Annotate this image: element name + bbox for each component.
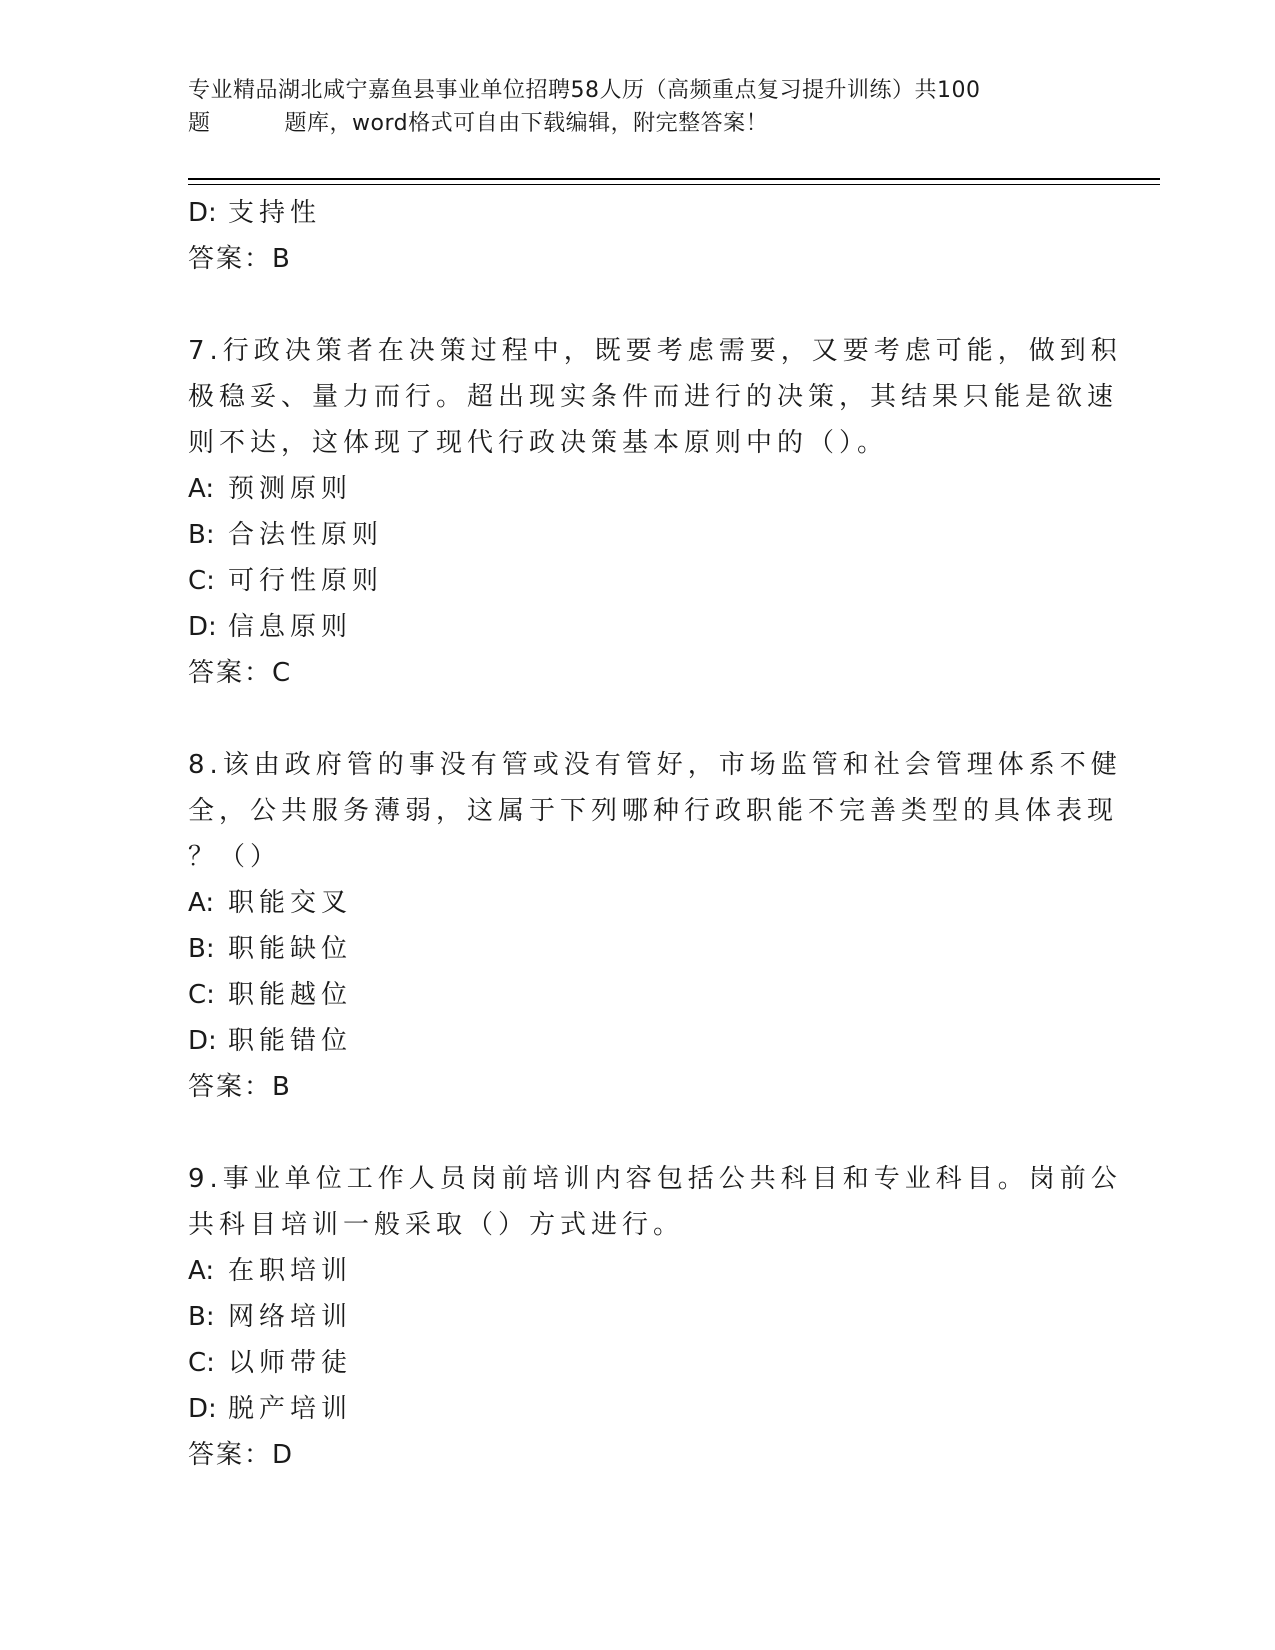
option-a (188, 1248, 1068, 1294)
option-letter: B: (188, 934, 215, 964)
carryover-option-d (188, 190, 1068, 236)
carryover-answer: 答案：B (188, 244, 292, 274)
option-b (188, 512, 1068, 558)
spacer (188, 696, 1068, 742)
spacer (188, 282, 1068, 328)
question-stem-line: 9.事业单位工作人员岗前培训内容包括公共科目和专业科目。岗前公 (188, 1164, 1122, 1194)
option-letter: B: (188, 520, 215, 550)
option-text: 职能缺位 (228, 934, 353, 964)
option-text: 在职培训 (228, 1256, 353, 1286)
option-text: 网络培训 (228, 1302, 353, 1332)
header-gap (211, 107, 285, 140)
option-letter: D: (188, 1394, 217, 1424)
option-letter: A: (188, 1256, 215, 1286)
header-title-line-1: 专业精品湖北咸宁嘉鱼县事业单位招聘58人历（高频重点复习提升训练）共100 (188, 78, 981, 103)
header-rule-thin (188, 184, 1160, 185)
option-letter: C: (188, 980, 215, 1010)
option-d (188, 604, 1068, 650)
option-text: 职能交叉 (228, 888, 353, 918)
header-title-line-2-start: 题 (188, 111, 211, 136)
option-letter: D: (188, 612, 217, 642)
option-text: 脱产培训 (228, 1394, 353, 1424)
question-stem-line: 极稳妥、量力而行。超出现实条件而进行的决策，其结果只能是欲速 (188, 382, 1119, 412)
option-text: 支持性 (228, 198, 322, 228)
question-answer: 答案：B (188, 1072, 292, 1102)
header-title-line-2 (188, 107, 1108, 140)
option-letter: C: (188, 1348, 215, 1378)
option-b (188, 1294, 1068, 1340)
option-text: 合法性原则 (228, 520, 384, 550)
option-text: 预测原则 (228, 474, 353, 504)
question-stem-line: 全，公共服务薄弱，这属于下列哪种行政职能不完善类型的具体表现 (188, 796, 1119, 826)
option-b (188, 926, 1068, 972)
question-content (188, 190, 1122, 1478)
option-letter: A: (188, 474, 215, 504)
question-answer: 答案：D (188, 1440, 295, 1470)
spacer (188, 1110, 1068, 1156)
question-stem-line: 共科目培训一般采取（）方式进行。 (188, 1210, 685, 1240)
question-stem-line: ？（） (188, 842, 282, 872)
document-header (188, 74, 1108, 140)
option-d (188, 1018, 1068, 1064)
option-letter: B: (188, 1302, 215, 1332)
option-c (188, 558, 1068, 604)
question-stem-line: 7.行政决策者在决策过程中，既要考虑需要，又要考虑可能，做到积 (188, 336, 1122, 366)
question-8 (188, 742, 1122, 1110)
option-text: 职能越位 (228, 980, 353, 1010)
option-text: 以师带徒 (228, 1348, 353, 1378)
option-text: 职能错位 (228, 1026, 353, 1056)
question-stem-line: 8.该由政府管的事没有管或没有管好，市场监管和社会管理体系不健 (188, 750, 1122, 780)
option-c (188, 972, 1068, 1018)
option-c (188, 1340, 1068, 1386)
option-text: 可行性原则 (228, 566, 384, 596)
question-answer: 答案：C (188, 658, 293, 688)
question-7 (188, 328, 1122, 696)
header-rule-thick (188, 178, 1160, 180)
option-a (188, 466, 1068, 512)
option-d (188, 1386, 1068, 1432)
option-letter: C: (188, 566, 215, 596)
option-text: 信息原则 (228, 612, 353, 642)
question-stem-line: 则不达，这体现了现代行政决策基本原则中的（）。 (188, 428, 889, 458)
header-title-line-2-end: 题库，word格式可自由下载编辑，附完整答案！ (284, 111, 769, 136)
option-letter: A: (188, 888, 215, 918)
option-a (188, 880, 1068, 926)
option-letter: D: (188, 1026, 217, 1056)
option-letter: D: (188, 198, 217, 228)
question-9 (188, 1156, 1122, 1478)
